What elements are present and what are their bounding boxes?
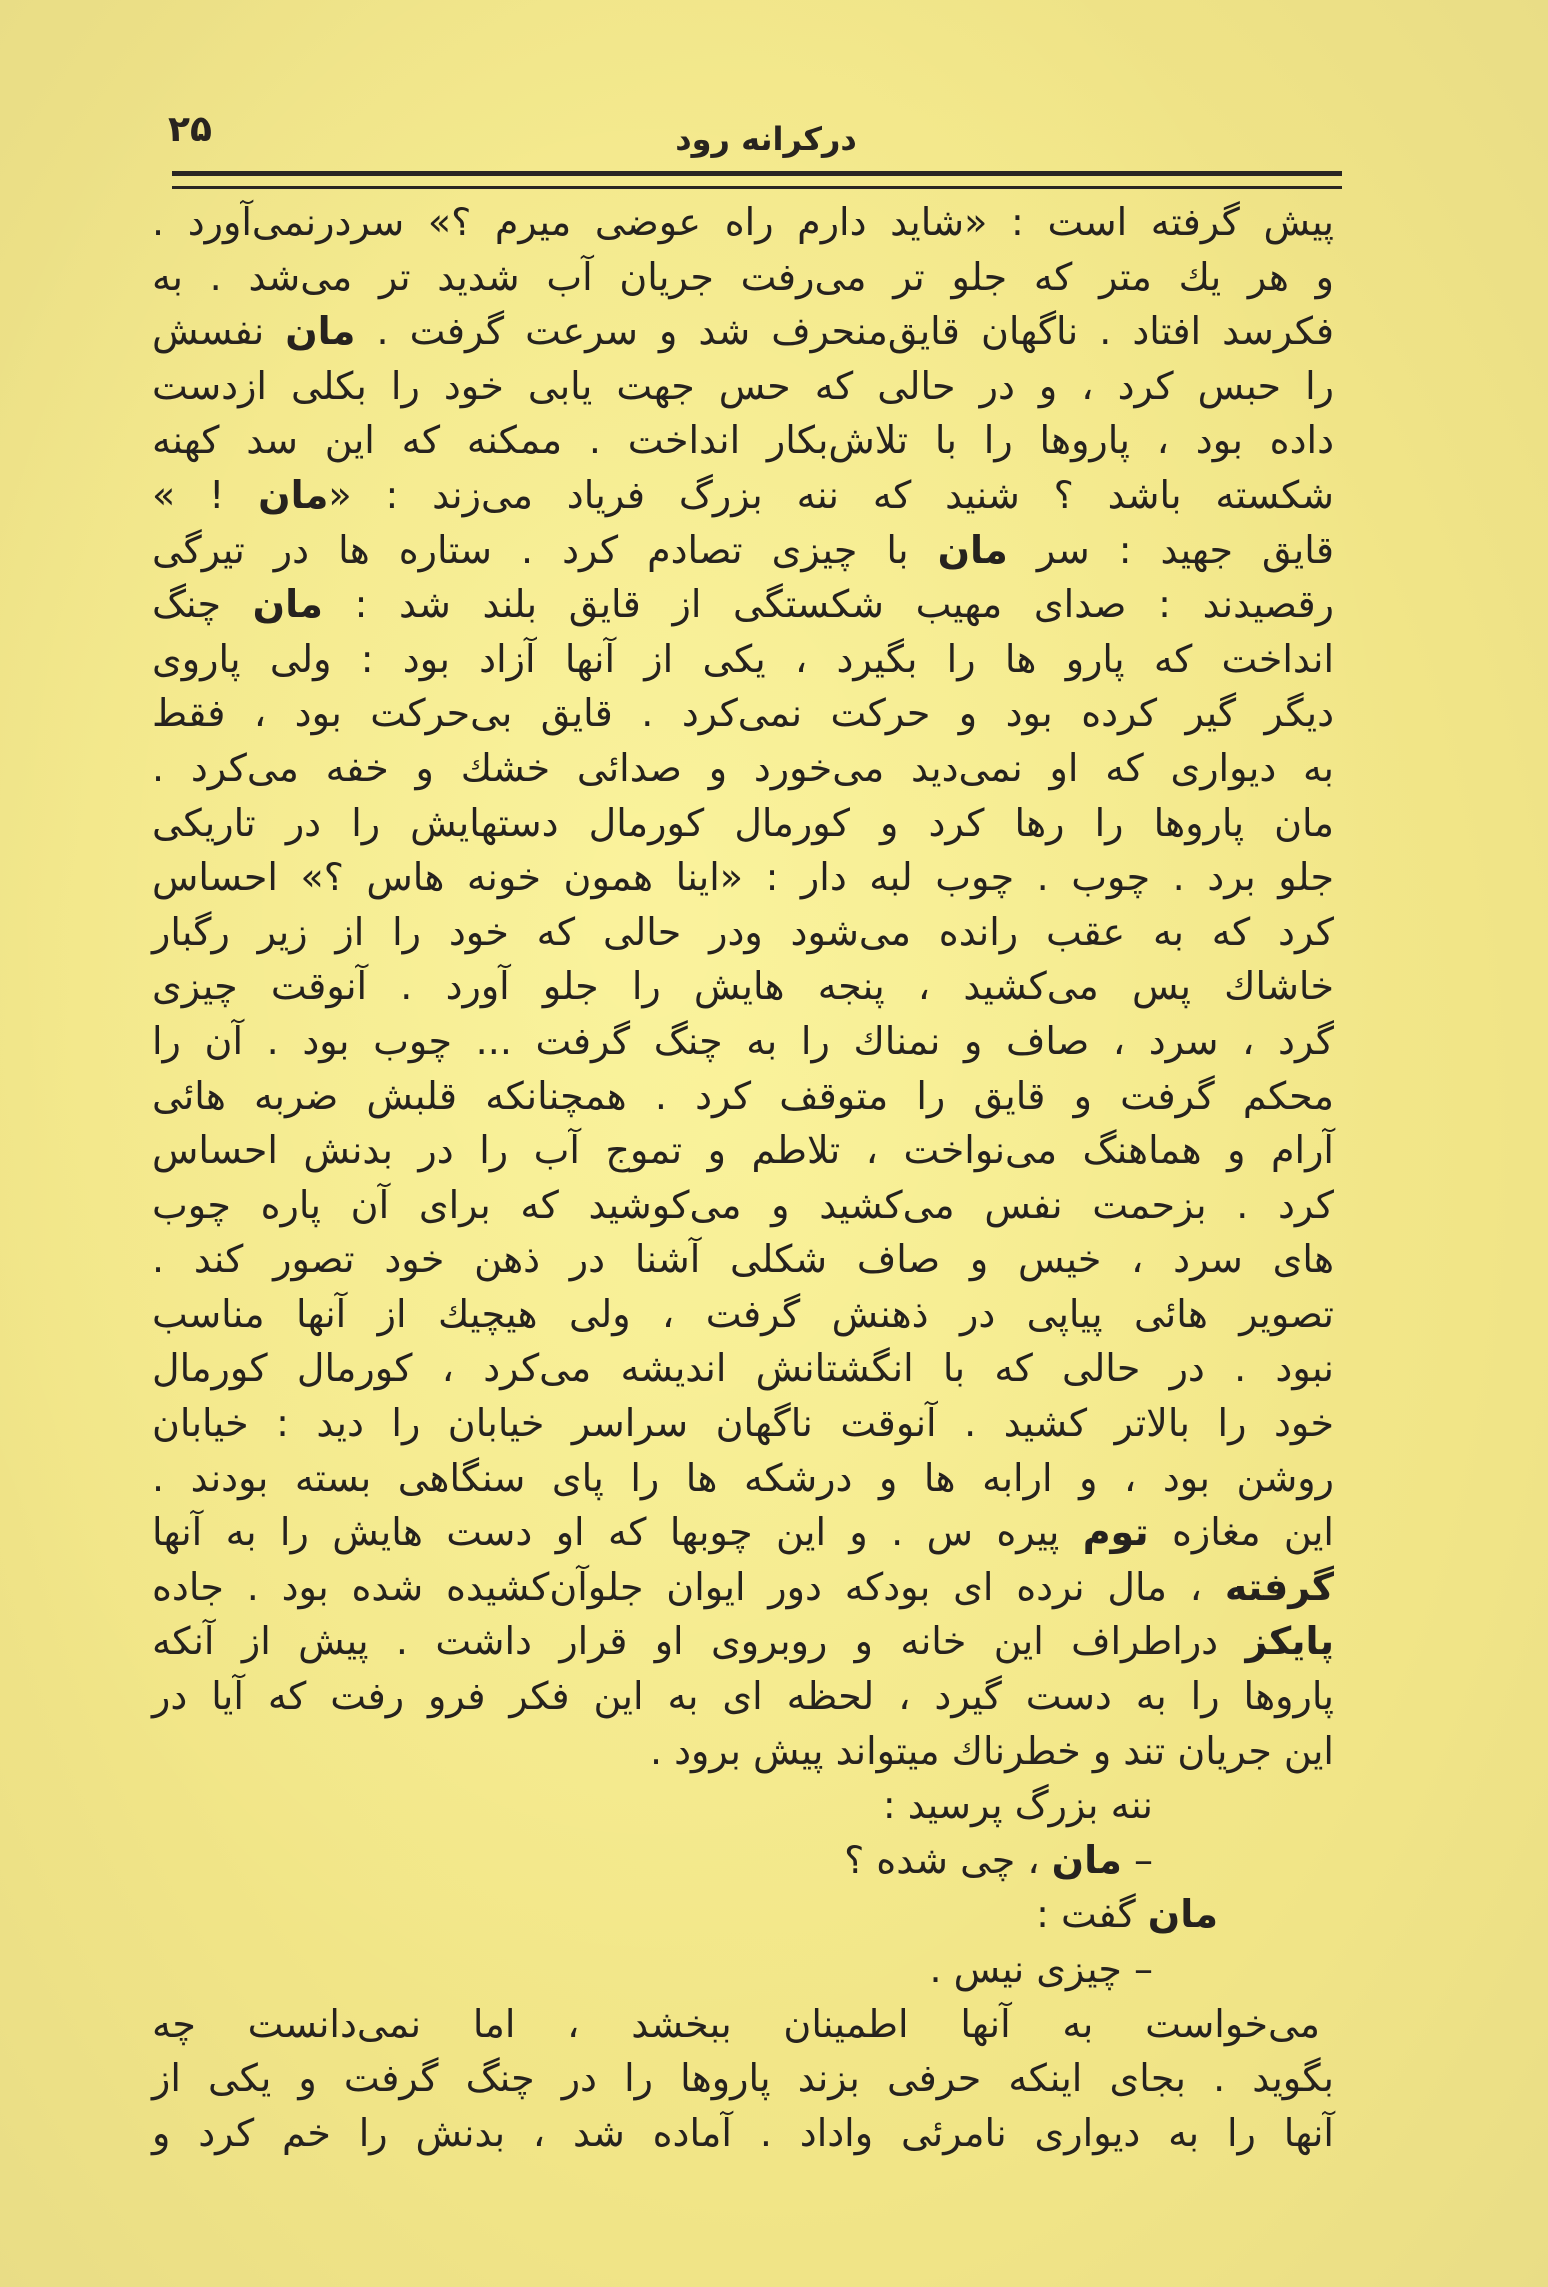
text-line (152, 2051, 1334, 2106)
paragraph (152, 1997, 1334, 2161)
text-line (152, 1942, 1334, 1997)
text-segment: خود را بالاتر کشید . آنوقت ناگهان سراسر خیابان را دید : خیابان (152, 1401, 1334, 1446)
text-line (152, 577, 1334, 632)
text-line (152, 1014, 1334, 1069)
text-segment: می‌خواست به آنها اطمینان ببخشد ، اما نمی‌دانست چه (152, 2001, 1320, 2046)
text-segment: گفت : (1036, 1892, 1148, 1937)
emphasized-word: مان (1147, 1892, 1218, 1937)
text-line (152, 1724, 1334, 1779)
dialogue-line (152, 1778, 1334, 1833)
text-line (152, 195, 1334, 250)
emphasized-word: توم (1082, 1510, 1149, 1555)
text-segment: – (1121, 1837, 1153, 1882)
text-line (152, 468, 1334, 523)
text-line (152, 359, 1334, 414)
text-segment: خاشاك پس می‌کشید ، پنجه هایش را جلو آورد . آنوقت چیزی (152, 964, 1334, 1009)
body-text (152, 195, 1334, 2160)
text-segment: دراطراف این خانه و روبروی او قرار داشت . پیش از آنکه (152, 1619, 1246, 1664)
text-line (152, 1560, 1334, 1615)
text-segment: پیش گرفته است : «شاید دارم راه عوضی میرم ؟» سردرنمی‌آورد . (152, 200, 1334, 244)
emphasized-word: مان (1051, 1837, 1122, 1882)
text-segment: نبود . در حالی که با انگشتانش اندیشه می‌کرد ، کورمال کورمال (152, 1346, 1334, 1391)
text-segment: تصویر هائی پیاپی در ذهنش گرفت ، ولی هیچیك از آنها مناسب (152, 1291, 1334, 1336)
emphasized-word: پایکز (1245, 1619, 1334, 1664)
emphasized-word: مان (252, 582, 323, 627)
text-segment: پاروها را به دست گیرد ، لحظه ای به این فکر فرو رفت که آیا در (152, 1674, 1334, 1719)
text-segment: را حبس کرد ، و در حالی که حس جهت یابی خود را بکلی ازدست (152, 363, 1334, 408)
text-segment: های سرد ، خیس و صاف شکلی آشنا در ذهن خود تصور کند . (152, 1237, 1334, 1282)
text-line (152, 1669, 1334, 1724)
text-line (152, 304, 1334, 359)
text-segment: ، چی شده ؟ (844, 1837, 1052, 1882)
text-segment: – چیزی نیس . (929, 1947, 1153, 1991)
text-line (152, 632, 1334, 687)
text-line (152, 250, 1334, 305)
text-line (152, 1451, 1334, 1506)
text-segment: بگوید . بجای اینکه حرفی بزند پاروها را در چنگ گرفت و یکی از (152, 2056, 1334, 2101)
text-segment: جلو برد . چوب . چوب لبه دار : «اینا همون خونه هاس ؟» احساس (152, 855, 1334, 900)
text-segment: ، مال نرده ای بودکه دور ایوان جلوآن‌کشیده شده بود . جاده (152, 1564, 1225, 1609)
dialogue-line (152, 1942, 1334, 1997)
text-line (152, 1778, 1334, 1833)
paragraph (152, 195, 1334, 1778)
text-segment: قایق جهید : سر (1007, 527, 1334, 572)
text-line (152, 1178, 1334, 1233)
emphasized-word: گرفته (1224, 1564, 1334, 1609)
text-line (152, 850, 1334, 905)
text-line (152, 1069, 1334, 1124)
text-line (152, 741, 1334, 796)
text-segment: نفسش (152, 309, 286, 354)
text-segment: دیگر گیر کرده بود و حرکت نمی‌کرد . قایق بی‌حرکت بود ، فقط (152, 691, 1334, 736)
header-rule (172, 186, 1342, 189)
text-line (152, 1997, 1334, 2052)
text-line (152, 905, 1334, 960)
text-line (152, 1833, 1334, 1888)
emphasized-word: مان (285, 309, 356, 354)
dialogue-line (152, 1833, 1334, 1888)
text-line (152, 1505, 1334, 1560)
text-segment: روشن بود ، و ارابه ها و درشکه ها را پای سنگاهی بسته بودند . (152, 1455, 1334, 1500)
text-line (152, 2106, 1334, 2161)
text-segment: گرد ، سرد ، صاف و نمناك را به چنگ گرفت ... چوب بود . آن را (152, 1018, 1334, 1063)
text-segment: رقصیدند : صدای مهیب شکستگی از قایق بلند شد : (322, 582, 1335, 627)
text-segment: و هر یك متر که جلو تر می‌رفت جریان آب شدید تر می‌شد . به (152, 254, 1334, 299)
text-segment: ! » (152, 472, 259, 517)
text-segment: پیره س . و این چوبها که او دست هایش را به آنها (152, 1510, 1083, 1555)
emphasized-word: مان (937, 527, 1008, 572)
running-title: درکرانه رود (675, 120, 857, 158)
text-line (152, 523, 1334, 578)
text-segment: کرد . بزحمت نفس می‌کشید و می‌کوشید که برای آن پاره چوب (152, 1182, 1334, 1227)
emphasized-word: مان (258, 472, 329, 517)
text-line (152, 1123, 1334, 1178)
text-line (152, 1396, 1334, 1451)
text-segment: مان پاروها را رها کرد و کورمال کورمال دستهایش را در تاریکی (152, 800, 1334, 845)
text-line (152, 1287, 1334, 1342)
text-segment: با چیزی تصادم کرد . ستاره ها در تیرگی (152, 527, 938, 572)
text-segment: این مغازه (1148, 1510, 1334, 1555)
text-segment: محکم گرفت و قایق را متوقف کرد . همچنانکه قلبش ضربه هائی (152, 1073, 1334, 1118)
text-segment: انداخت که پارو ها را بگیرد ، یکی از آنها آزاد بود : ولی پاروی (152, 636, 1334, 681)
text-segment: آنها را به دیواری نامرئی واداد . آماده شد ، بدنش را خم کرد و (152, 2110, 1334, 2155)
text-line (152, 796, 1334, 851)
text-line (152, 1614, 1334, 1669)
text-segment: آرام و هماهنگ می‌نواخت ، تلاطم و تموج آب را در بدنش احساس (152, 1128, 1334, 1173)
text-segment: به دیواری که او نمی‌دید می‌خورد و صدائی خشك و خفه می‌کرد . (152, 745, 1334, 790)
text-line (152, 686, 1334, 741)
text-segment: کرد که به عقب رانده می‌شود ودر حالی که خود را از زیر رگبار (152, 909, 1334, 954)
text-line (152, 1232, 1334, 1287)
header-rule (172, 171, 1342, 176)
text-segment: ننه بزرگ پرسید : (882, 1783, 1153, 1828)
text-segment: این جریان تند و خطرناك میتواند پیش برود . (649, 1728, 1334, 1773)
text-line (152, 959, 1334, 1014)
text-line (152, 1887, 1334, 1942)
text-segment: چنگ (152, 582, 253, 627)
text-line (152, 1341, 1334, 1396)
page-number: ۲۵ (168, 109, 212, 150)
text-segment: داده بود ، پاروها را با تلاش‌بکار انداخت . ممکنه که این سد کهنه (152, 418, 1334, 463)
dialogue-line (152, 1887, 1334, 1942)
text-line (152, 413, 1334, 468)
text-segment: شکسته باشد ؟ شنید که ننه بزرگ فریاد می‌زند : « (328, 472, 1334, 517)
text-segment: فکرسد افتاد . ناگهان قایق‌منحرف شد و سرعت گرفت . (355, 309, 1334, 354)
